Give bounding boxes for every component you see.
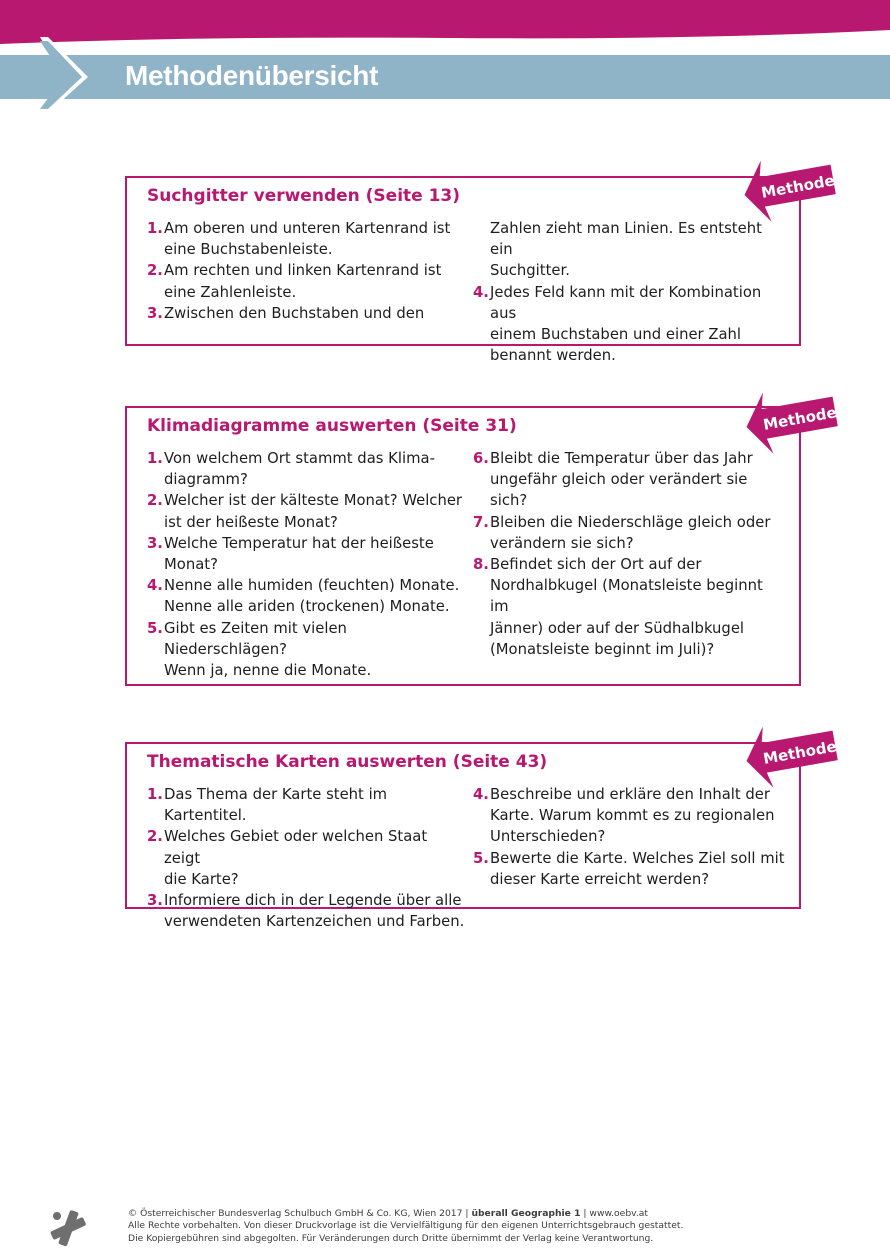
item-number: 3. <box>147 534 163 552</box>
list-item <box>473 784 785 848</box>
item-text-line: Welche Temperatur hat der heißeste <box>164 534 434 552</box>
item-text-line: Jedes Feld kann mit der Kombination aus <box>490 283 762 322</box>
list-item <box>147 618 467 682</box>
list-item <box>147 826 467 890</box>
item-text-line: einem Buchstaben und einer Zahl <box>490 326 742 344</box>
item-number: 4. <box>473 283 489 301</box>
right-column <box>473 784 785 890</box>
list-item <box>147 533 467 575</box>
item-text-line: benannt werden. <box>490 347 616 365</box>
item-text-line: Welches Gebiet oder welchen Staat zeigt <box>164 828 428 867</box>
item-text-line: Beschreibe und erkläre den Inhalt der <box>490 786 770 803</box>
footer-rights: Alle Rechte vorbehalten. Von dieser Druckvorlage ist die Vervielfältigung für den eigenen Unterrichtsgebrauch gestattet. <box>128 1220 684 1232</box>
item-text-line: eine Buchstabenleiste. <box>164 241 333 259</box>
item-text-line: Suchgitter. <box>490 262 570 280</box>
item-number: 4. <box>147 577 163 595</box>
footer-text: © Österreichischer Bundesverlag Schulbuch GmbH & Co. KG, Wien 2017 | <box>128 1208 472 1219</box>
item-number: 2. <box>147 262 163 280</box>
item-number: 3. <box>147 304 163 322</box>
item-text-line: Nordhalbkugel (Monatsleiste beginnt im <box>490 577 763 616</box>
item-text-line: Nenne alle humiden (feuchten) Monate. <box>164 577 460 595</box>
footer-text: | www.oebv.at <box>580 1208 649 1219</box>
right-column <box>473 448 785 660</box>
list-item <box>147 260 467 302</box>
list-item <box>473 848 785 890</box>
list-item <box>473 554 785 660</box>
section-title: Thematische Karten auswerten (Seite 43) <box>147 752 548 772</box>
list-item <box>147 784 467 826</box>
item-text-line: dieser Karte erreicht werden? <box>490 870 710 888</box>
item-text-line: Zahlen zieht man Linien. Es entsteht ein <box>490 220 762 259</box>
list-item <box>147 303 467 324</box>
list-item <box>147 448 467 490</box>
item-text-line: Bleibt die Temperatur über das Jahr <box>490 450 753 467</box>
footer-copyright <box>128 1208 828 1245</box>
left-column <box>147 784 467 932</box>
list-item <box>147 490 467 532</box>
item-text-line: ungefähr gleich oder verändert sie sich? <box>490 471 748 510</box>
item-text-line: Von welchem Ort stammt das Klima- <box>164 450 435 467</box>
item-text-line: ist der heißeste Monat? <box>164 513 338 531</box>
item-text-line: Das Thema der Karte steht im Kartentitel. <box>164 786 388 825</box>
item-number: 4. <box>473 786 489 803</box>
item-text-line: Am oberen und unteren Kartenrand ist <box>164 220 451 237</box>
item-text-line: Welcher ist der kälteste Monat? Welcher <box>164 492 463 510</box>
item-text-line: Wenn ja, nenne die Monate. <box>164 662 372 680</box>
item-text-line: verwendeten Kartenzeichen und Farben. <box>164 913 465 931</box>
item-number: 7. <box>473 513 489 531</box>
methode-badge-label: Methode <box>759 171 836 202</box>
item-number: 1. <box>147 220 163 237</box>
method-box-suchgitter <box>125 176 801 365</box>
right-column <box>473 218 785 366</box>
item-text-line: eine Zahlenleiste. <box>164 283 297 301</box>
list-item <box>473 512 785 554</box>
item-text-line: Karte. Warum kommt es zu regionalen <box>490 807 775 825</box>
list-item <box>147 575 467 617</box>
item-number: 3. <box>147 892 163 910</box>
item-text-line: Bleiben die Niederschläge gleich oder <box>490 513 771 531</box>
list-item <box>473 218 785 282</box>
item-text-line: Nenne alle ariden (trockenen) Monate. <box>164 598 450 616</box>
item-number: 2. <box>147 492 163 510</box>
methode-badge <box>740 150 840 226</box>
method-box-klimadiagramme <box>125 406 801 686</box>
item-text-line: Monat? <box>164 556 218 574</box>
list-item <box>147 890 467 932</box>
item-text-line: Unterschieden? <box>490 828 606 846</box>
section-title: Klimadiagramme auswerten (Seite 31) <box>147 416 517 436</box>
item-number: 8. <box>473 556 489 574</box>
item-text-line: Jänner) oder auf der Südhalbkugel <box>490 619 745 637</box>
item-text-line: (Monatsleiste beginnt im Juli)? <box>490 640 715 658</box>
item-text-line: Gibt es Zeiten mit vielen Niederschlägen? <box>164 619 347 658</box>
list-item <box>473 282 785 367</box>
item-number: 5. <box>473 849 489 867</box>
methode-badge-label: Methode <box>761 403 838 434</box>
item-text-line: Befindet sich der Ort auf der <box>490 556 702 574</box>
item-text-line: verändern sie sich? <box>490 534 634 552</box>
methode-badge <box>742 716 842 792</box>
item-text-line: die Karte? <box>164 870 239 888</box>
footer-book-title: überall Geographie 1 <box>471 1208 581 1219</box>
list-item <box>473 448 785 512</box>
item-number: 5. <box>147 619 163 637</box>
item-text-line: diagramm? <box>164 471 248 489</box>
publisher-logo-icon <box>48 1208 88 1248</box>
item-number: 6. <box>473 450 489 467</box>
item-text-line: Am rechten und linken Kartenrand ist <box>164 262 442 280</box>
left-column <box>147 218 467 324</box>
item-number: 1. <box>147 786 163 803</box>
item-number: 2. <box>147 828 163 846</box>
item-text-line: Informiere dich in der Legende über alle <box>164 892 462 910</box>
item-text-line: Zwischen den Buchstaben und den <box>164 304 425 322</box>
method-box-thematische-karten <box>125 742 801 931</box>
list-item <box>147 218 467 260</box>
item-text-line: Bewerte die Karte. Welches Ziel soll mit <box>490 849 785 867</box>
section-title: Suchgitter verwenden (Seite 13) <box>147 186 461 206</box>
item-number: 1. <box>147 450 163 467</box>
page-title: Methodenübersicht <box>125 60 379 91</box>
footer-fees: Die Kopiergebühren sind abgegolten. Für Veränderungen durch Dritte übernimmt der Verlag keine Verantwortung. <box>128 1232 654 1244</box>
left-column <box>147 448 467 681</box>
methode-badge-label: Methode <box>761 737 838 768</box>
methode-badge <box>742 382 842 458</box>
